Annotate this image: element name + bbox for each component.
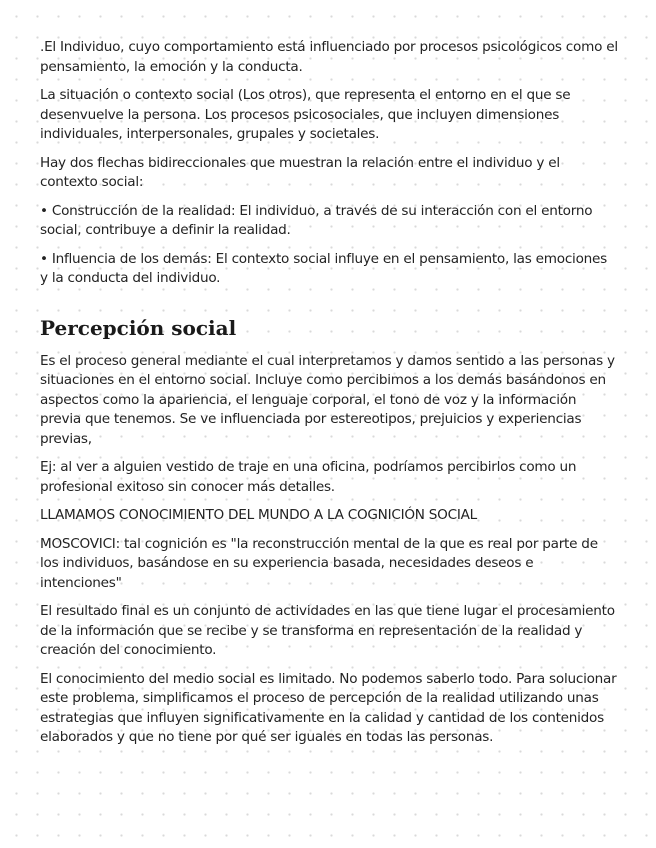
paragraph-contexto-social: La situación o contexto social (Los otros), que representa el entorno en el que se desenvuelve la persona. Los procesos psicosociales, que incluyen dimensiones individuales, interpersonales, grupales y societales. [40,87,571,142]
paragraph-individuo: .El Individuo, cuyo comportamiento está influenciado por procesos psicológicos como el pensamiento, la emoción y la conducta. [40,39,618,75]
paragraph-ejemplo: Ej: al ver a alguien vestido de traje en una oficina, podríamos percibirlos como un profesional exitoso sin conocer más detalles. [40,459,577,495]
paragraph-resultado: El resultado final es un conjunto de actividades en las que tiene lugar el procesamiento de la información que se recibe y se transforma en representación de la realidad y creación del conocimiento. [40,603,615,658]
bullet-influencia-demas: • Influencia de los demás: El contexto social influye en el pensamiento, las emociones y la conducta del individuo. [40,250,607,286]
paragraph-moscovici: MOSCOVICI: tal cognición es "la reconstrucción mental de la que es real por parte de los individuos, basándose en su experiencia basada, necesidades deseos e intenciones" [40,535,598,591]
paragraph-flechas: Hay dos flechas bidireccionales que muestran la relación entre el individuo y el contexto social: [40,154,560,190]
paragraph-conocimiento-limitado: El conocimiento del medio social es limitado. No podemos saberlo todo. Para solucionar este problema, simplificamos el proceso de percepción de la realidad utilizando unas estrategias que influyen significativamente en la calidad y cantidad de los contenidos elaborados y que no tiene por qué ser iguales en todas las personas. [40,670,617,745]
document-page [40,38,618,757]
section-title: Percepción social [40,315,237,340]
paragraph-definicion: Es el proceso general mediante el cual interpretamos y damos sentido a las personas y situaciones en el entorno social. Incluye como percibimos a los demás basándonos en aspectos como la apariencia, el lenguaje corporal, el tono de voz y la información previa que tenemos. Se ve influenciada por estereotipos, prejuicios y experiencias previas, [40,352,615,447]
paragraph-cognicion-social: LLAMAMOS CONOCIMIENTO DEL MUNDO A LA COGNICIÓN SOCIAL [40,507,478,523]
bullet-construccion-realidad: • Construcción de la realidad: El individuo, a través de su interacción con el entorno social, contribuye a definir la realidad. [40,202,593,238]
